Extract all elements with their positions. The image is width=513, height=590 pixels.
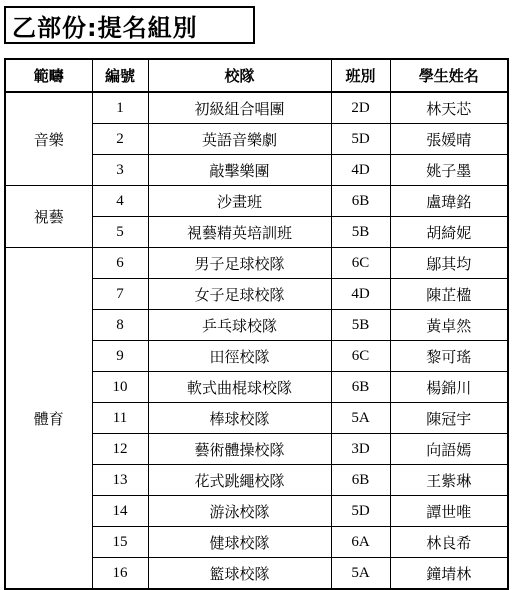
number-cell: 1 xyxy=(92,92,148,124)
number-cell: 3 xyxy=(92,155,148,186)
class-cell: 2D xyxy=(331,92,390,124)
student-name-cell: 鐘埥林 xyxy=(390,558,508,590)
class-cell: 6B xyxy=(331,186,390,217)
header-row xyxy=(5,59,508,92)
section-title xyxy=(4,6,255,44)
class-cell: 5A xyxy=(331,558,390,590)
number-cell: 6 xyxy=(92,248,148,279)
student-name-cell: 林良希 xyxy=(390,527,508,558)
header-category: 範疇 xyxy=(5,59,92,92)
class-cell: 6B xyxy=(331,372,390,403)
number-cell: 4 xyxy=(92,186,148,217)
student-name-cell: 陳冠宇 xyxy=(390,403,508,434)
header-team: 校隊 xyxy=(148,59,331,92)
student-name-cell: 胡綺妮 xyxy=(390,217,508,248)
student-name-cell: 向語嫣 xyxy=(390,434,508,465)
team-cell: 健球校隊 xyxy=(148,527,331,558)
student-name-cell: 張媛晴 xyxy=(390,124,508,155)
class-cell: 3D xyxy=(331,434,390,465)
class-cell: 4D xyxy=(331,155,390,186)
table-row xyxy=(5,92,508,124)
header-number: 編號 xyxy=(92,59,148,92)
class-cell: 6B xyxy=(331,465,390,496)
student-name-cell: 林天芯 xyxy=(390,92,508,124)
category-cell: 音樂 xyxy=(5,92,92,186)
class-cell: 5D xyxy=(331,124,390,155)
student-name-cell: 鄔其均 xyxy=(390,248,508,279)
student-name-cell: 王紫琳 xyxy=(390,465,508,496)
team-cell: 男子足球校隊 xyxy=(148,248,331,279)
nomination-table xyxy=(4,58,509,590)
header-class: 班別 xyxy=(331,59,390,92)
section-title-text: 乙部份:提名組別 xyxy=(12,13,198,42)
team-cell: 軟式曲棍球校隊 xyxy=(148,372,331,403)
student-name-cell: 楊錦川 xyxy=(390,372,508,403)
student-name-cell: 陳芷楹 xyxy=(390,279,508,310)
team-cell: 女子足球校隊 xyxy=(148,279,331,310)
category-cell: 體育 xyxy=(5,248,92,590)
class-cell: 5D xyxy=(331,496,390,527)
table-row xyxy=(5,186,508,217)
team-cell: 游泳校隊 xyxy=(148,496,331,527)
class-cell: 6C xyxy=(331,341,390,372)
team-cell: 田徑校隊 xyxy=(148,341,331,372)
student-name-cell: 黃卓然 xyxy=(390,310,508,341)
number-cell: 11 xyxy=(92,403,148,434)
number-cell: 7 xyxy=(92,279,148,310)
category-cell: 視藝 xyxy=(5,186,92,248)
number-cell: 14 xyxy=(92,496,148,527)
header-student-name: 學生姓名 xyxy=(390,59,508,92)
team-cell: 沙畫班 xyxy=(148,186,331,217)
team-cell: 花式跳繩校隊 xyxy=(148,465,331,496)
team-cell: 籃球校隊 xyxy=(148,558,331,590)
number-cell: 10 xyxy=(92,372,148,403)
team-cell: 英語音樂劇 xyxy=(148,124,331,155)
team-cell: 視藝精英培訓班 xyxy=(148,217,331,248)
class-cell: 5B xyxy=(331,217,390,248)
student-name-cell: 姚子墨 xyxy=(390,155,508,186)
class-cell: 5B xyxy=(331,310,390,341)
number-cell: 12 xyxy=(92,434,148,465)
team-cell: 初級組合唱團 xyxy=(148,92,331,124)
number-cell: 13 xyxy=(92,465,148,496)
team-cell: 藝術體操校隊 xyxy=(148,434,331,465)
number-cell: 8 xyxy=(92,310,148,341)
class-cell: 6C xyxy=(331,248,390,279)
number-cell: 9 xyxy=(92,341,148,372)
class-cell: 5A xyxy=(331,403,390,434)
number-cell: 5 xyxy=(92,217,148,248)
team-cell: 棒球校隊 xyxy=(148,403,331,434)
number-cell: 15 xyxy=(92,527,148,558)
team-cell: 敲擊樂團 xyxy=(148,155,331,186)
table-row xyxy=(5,248,508,279)
class-cell: 4D xyxy=(331,279,390,310)
number-cell: 2 xyxy=(92,124,148,155)
student-name-cell: 黎可瑤 xyxy=(390,341,508,372)
number-cell: 16 xyxy=(92,558,148,590)
student-name-cell: 譚世唯 xyxy=(390,496,508,527)
team-cell: 乒乓球校隊 xyxy=(148,310,331,341)
student-name-cell: 盧瑋銘 xyxy=(390,186,508,217)
class-cell: 6A xyxy=(331,527,390,558)
